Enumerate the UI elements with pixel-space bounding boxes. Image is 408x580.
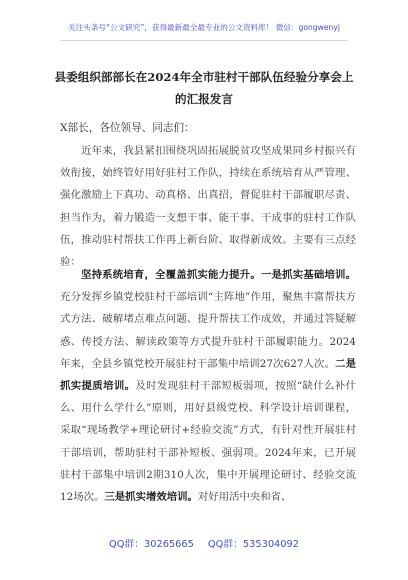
footer-contact — [0, 536, 408, 550]
point-heading-3: 三是抓实增效培训。 — [104, 491, 198, 504]
point-text-1: 充分发挥乡镇党校驻村干部培训“主阵地”作用，聚焦丰富帮扶方式方法、破解堵点难点问题、提升帮扶工作成效，并通过答疑解惑、传授方法、解读政策等方式提升驻村干部履职能力。2024年来，全县乡镇党校开展驻村干部集中培训27次627人次。 — [60, 291, 356, 370]
intro-paragraph: 近年来，我县紧扣围绕巩固拓展脱贫攻坚成果同乡村振兴有效衔接，始终管好用好驻村工作队，持续在系统培育从严管理、强化激励上下真功、动真格、出真招，督促驻村干部履职尽责、担当作为，着力锻造一支想干事、能干事、干成事的驻村工作队伍，推动驻村帮扶工作再上新台阶、取得新成效。主要有三点经验： — [60, 145, 356, 269]
section-heading: 坚持系统培育，全覆盖抓实能力提升。 — [81, 269, 261, 281]
section-one-paragraph — [60, 264, 356, 508]
header-divider — [60, 40, 348, 41]
point-heading-2: 二是抓实提质培训。 — [60, 357, 356, 393]
document-title — [40, 66, 368, 110]
qq-group-2: QQ群：535304092 — [207, 539, 299, 550]
point-heading-1: 一是抓实基础培训。 — [260, 269, 357, 281]
point-text-3: 对好用活中央和省、 — [197, 491, 292, 504]
point-text-2: 及时发现驻村干部短板弱项，按照“缺什么补什么、用什么学什么”原则，用好县级党校、科学设计培训课程，采取“现场教学+理论研讨+经验交流”方式，有针对性开展驻村干部培训，帮助驻村干部补短板、强弱项。2024年来，已开展驻村干部集中培训2期310人次，集中开展理论研讨、经验交流12场次。 — [60, 380, 357, 504]
promo-banner: 关注头条号“公文研究”，获得最新最全最专业的公文资料库！ 微信：gongwenyj — [68, 23, 340, 32]
salutation: X部长，各位领导、同志们： — [60, 122, 195, 134]
title-line-1: 县委组织部部长在2024年全市驻村干部队伍经验分享会上 — [54, 70, 354, 84]
qq-group-1: QQ群：30265665 — [108, 539, 194, 550]
title-line-2: 的汇报发言 — [175, 92, 233, 106]
